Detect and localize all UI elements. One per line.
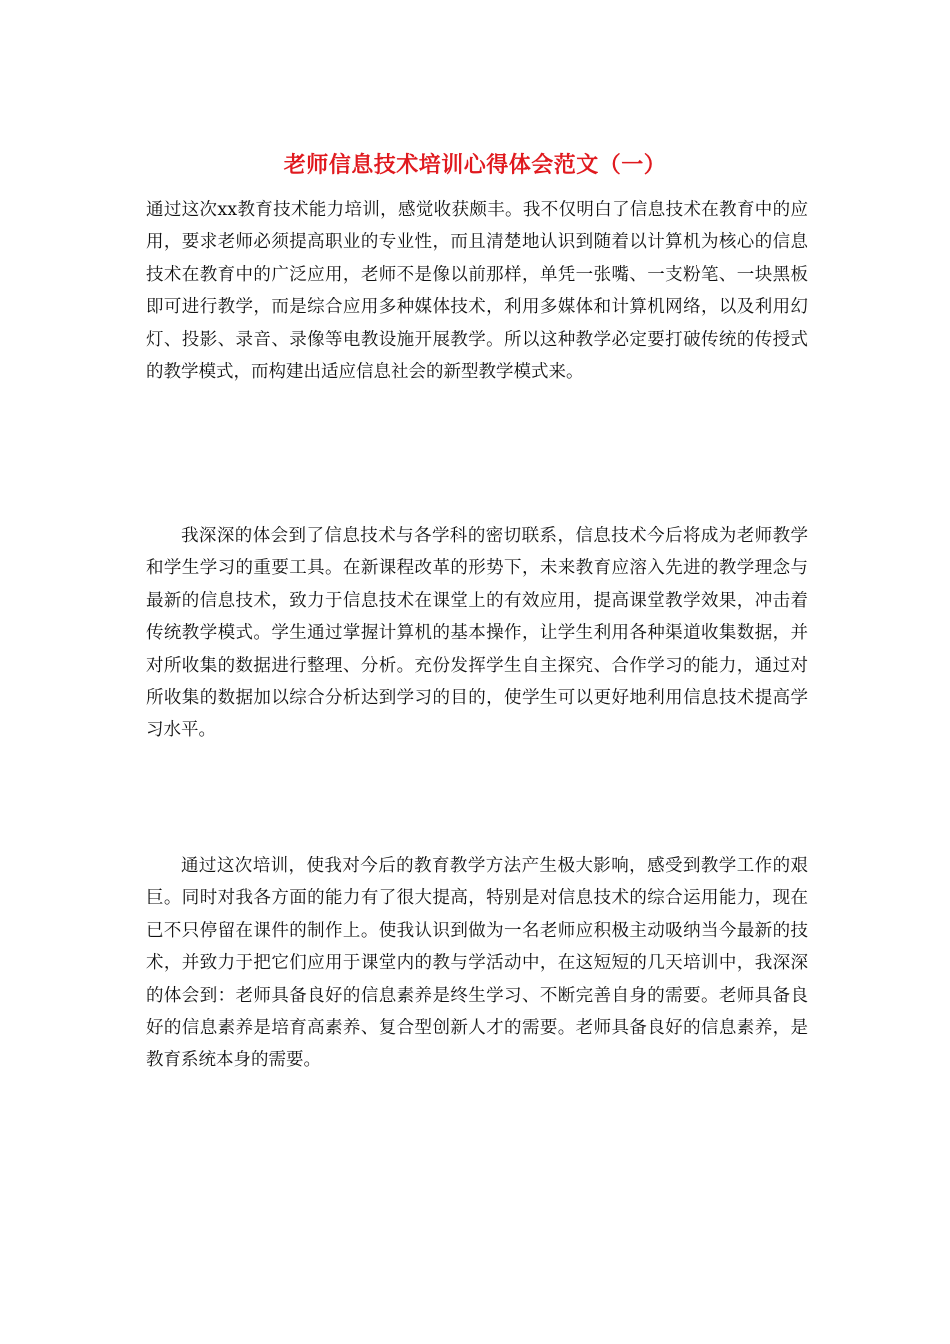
document-title: 老师信息技术培训心得体会范文（一） xyxy=(283,152,667,178)
paragraph-1: 通过这次xx教育技术能力培训，感觉收获颇丰。我不仅明白了信息技术在教育中的应用，要求老师必须提高职业的专业性，而且清楚地认识到随着以计算机为核心的信息技术在教育中的广泛应用，老师不是像以前那样，单凭一张嘴、一支粉笔、一块黑板即可进行教学，而是综合应用多种媒体技术，利用多媒体和计算机网络，以及利用幻灯、投影、录音、录像等电教设施开展教学。所以这种教学必定要打破传统的传授式的教学模式，而构建出适应信息社会的新型教学模式来。 xyxy=(146,200,808,383)
paragraph-2: 我深深的体会到了信息技术与各学科的密切联系，信息技术今后将成为老师教学和学生学习的重要工具。在新课程改革的形势下，未来教育应溶入先进的教学理念与最新的信息技术，致力于信息技术在课堂上的有效应用，提高课堂教学效果，冲击着传统教学模式。学生通过掌握计算机的基本操作，让学生利用各种渠道收集数据，并对所收集的数据进行整理、分析。充份发挥学生自主探究、合作学习的能力，通过对所收集的数据加以综合分析达到学习的目的，使学生可以更好地利用信息技术提高学习水平。 xyxy=(146,526,808,741)
paragraph-3: 通过这次培训，使我对今后的教育教学方法产生极大影响，感受到教学工作的艰巨。同时对我各方面的能力有了很大提高，特别是对信息技术的综合运用能力，现在已不只停留在课件的制作上。使我认识到做为一名老师应积极主动吸纳当今最新的技术，并致力于把它们应用于课堂内的教与学活动中，在这短短的几天培训中，我深深的体会到：老师具备良好的信息素养是终生学习、不断完善自身的需要。老师具备良好的信息素养是培育高素养、复合型创新人才的需要。老师具备良好的信息素养，是教育系统本身的需要。 xyxy=(146,856,808,1071)
